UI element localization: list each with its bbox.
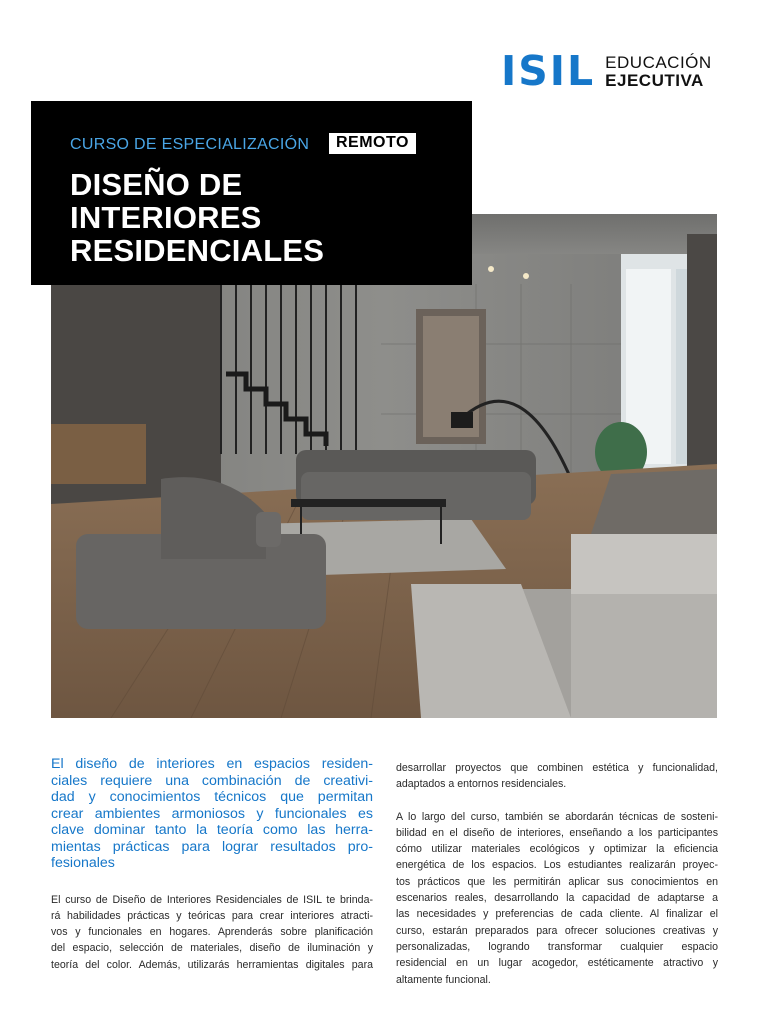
body-line: desarrollar proyectos que combinen estética y funcionalidad, [396,762,718,774]
body-line: del espacio, selección de materiales, diseño de iluminación y [51,942,373,955]
course-title-line: DISEÑO DE [70,167,243,202]
intro-line: crear ambientes armoniosos y funcionales es [51,805,373,822]
course-title-line: RESIDENCIALES [70,233,325,268]
logo-line2: EJECUTIVA [605,70,704,90]
body-line: altamente funcional. [396,973,491,986]
body-line: tos prácticos que les permitirán aplicar sus conocimientos en [396,875,718,888]
intro-line: dad y conocimientos técnicos que permitan [51,789,373,805]
living-room-illustration [51,214,717,718]
course-type-label: CURSO DE ESPECIALIZACIÓN [70,136,310,153]
intro-line: mientas prácticas para lograr resultados pro- [51,838,373,855]
body-paragraph-right-2 [396,809,718,988]
logo-line1: EDUCACIÓN [605,52,712,72]
body-line: El curso de Diseño de Interiores Residenciales de ISIL te brinda- [51,893,373,906]
logo-text [605,54,712,89]
body-line: bilidad en el diseño de interiores, enseñando a los participantes [396,826,718,839]
body-line: energética de los espacios. Los estudiantes realizarán proyec- [396,859,718,872]
course-title [70,168,324,267]
body-line: rá habilidades prácticas y teóricas para crear interiores atracti- [51,909,373,922]
body-line: cómo utilizar materiales ecológicos y optimizar la eficiencia [396,843,718,856]
modality-badge: REMOTO [329,133,416,154]
living-room-photo [51,214,717,718]
body-line: adaptados a entornos residenciales. [396,778,567,791]
body-line: vos y funcionales en hogares. Aprenderás sobre planificación [51,926,373,939]
body-line: residencial en un lugar acogedor, estéticamente atractivo y [396,957,718,970]
intro-line: ciales requiere una combinación de creativi- [51,772,373,789]
intro-line: fesionales [51,855,115,871]
intro-line: El diseño de interiores en espacios residen- [51,756,373,772]
body-paragraph-left [51,892,373,973]
body-line: teoría del color. Además, utilizarás herramientas digitales para [51,958,373,971]
body-line: las necesidades y preferencias de cada cliente. Al finalizar el [396,908,718,921]
intro-line: clave dominar tanto la teoría como las herra- [51,822,373,838]
right-column [396,760,718,988]
body-line: curso, estarán preparados para ofrecer soluciones creativas y [396,924,718,937]
course-title-line: INTERIORES [70,200,262,235]
body-paragraph-right-1 [396,760,718,793]
body-line: escenarios reales, desarrollando la capacidad de adaptarse a [396,892,718,905]
course-header [31,101,472,285]
body-line: personalizadas, logrando transformar cualquier espacio [396,940,718,953]
isil-logo [501,46,712,95]
left-column [51,756,373,973]
logo-mark: ISIL [501,46,596,95]
paragraph-gap [396,793,718,809]
intro-paragraph [51,756,373,872]
body-line: A lo largo del curso, también se abordarán técnicas de sosteni- [396,810,718,823]
